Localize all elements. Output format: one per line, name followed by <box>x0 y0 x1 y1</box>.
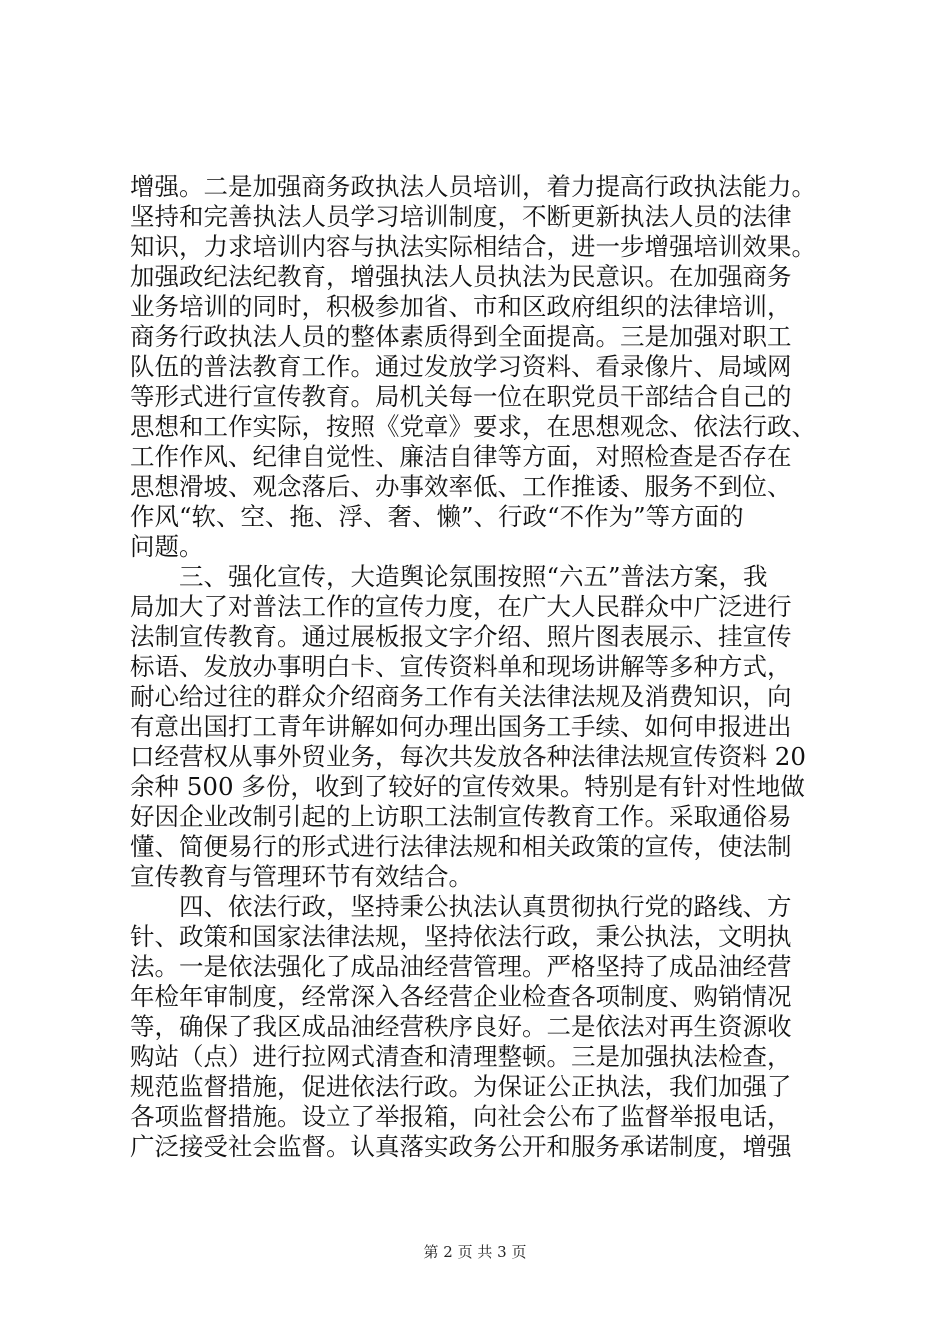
text-line: 标语、发放办事明白卡、宣传资料单和现场讲解等多种方式， <box>130 652 792 681</box>
text-line: 法制宣传教育。通过展板报文字介绍、照片图表展示、挂宣传 <box>130 622 792 651</box>
page-footer: 第 2 页 共 3 页 <box>423 1243 527 1261</box>
text-line: 余种 500 多份，收到了较好的宣传效果。特别是有针对性地做 <box>130 772 805 801</box>
text-line: 等形式进行宣传教育。局机关每一位在职党员干部结合自己的 <box>130 382 792 411</box>
text-line: 思想滑坡、观念落后、办事效率低、工作推诿、服务不到位、 <box>130 472 792 501</box>
text-line: 商务行政执法人员的整体素质得到全面提高。三是加强对职工 <box>130 322 792 351</box>
text-line: 耐心给过往的群众介绍商务工作有关法律法规及消费知识，向 <box>130 682 792 711</box>
text-line: 思想和工作实际，按照《党章》要求，在思想观念、依法行政、 <box>130 412 816 441</box>
text-line: 懂、简便易行的形式进行法律法规和相关政策的宣传，使法制 <box>130 832 792 861</box>
text-line: 购站（点）进行拉网式清查和清理整顿。三是加强执法检查， <box>130 1042 792 1071</box>
text-line: 业务培训的同时，积极参加省、市和区政府组织的法律培训， <box>130 292 792 321</box>
text-line: 宣传教育与管理环节有效结合。 <box>130 862 473 891</box>
text-line: 法。一是依法强化了成品油经营管理。严格坚持了成品油经营 <box>130 952 792 981</box>
text-line: 广泛接受社会监督。认真落实政务公开和服务承诺制度，增强 <box>130 1132 792 1161</box>
text-line: 加强政纪法纪教育，增强执法人员执法为民意识。在加强商务 <box>130 262 792 291</box>
text-line: 三、强化宣传，大造舆论氛围按照“六五”普法方案，我 <box>179 562 768 591</box>
text-line: 等，确保了我区成品油经营秩序良好。二是依法对再生资源收 <box>130 1012 792 1041</box>
text-line: 规范监督措施，促进依法行政。为保证公正执法，我们加强了 <box>130 1072 792 1101</box>
text-line: 针、政策和国家法律法规，坚持依法行政，秉公执法，文明执 <box>130 922 792 951</box>
text-line: 队伍的普法教育工作。通过发放学习资料、看录像片、局域网 <box>130 352 792 381</box>
text-line: 口经营权从事外贸业务，每次共发放各种法律法规宣传资料 20 <box>130 742 806 771</box>
text-line: 问题。 <box>130 532 204 561</box>
text-line: 增强。二是加强商务政执法人员培训，着力提高行政执法能力。 <box>130 172 816 201</box>
text-line: 四、依法行政，坚持秉公执法认真贯彻执行党的路线、方 <box>179 892 792 921</box>
text-line: 坚持和完善执法人员学习培训制度，不断更新执法人员的法律 <box>130 202 792 231</box>
text-line: 工作作风、纪律自觉性、廉洁自律等方面，对照检查是否存在 <box>130 442 792 471</box>
text-line: 各项监督措施。设立了举报箱，向社会公布了监督举报电话， <box>130 1102 792 1131</box>
text-line: 有意出国打工青年讲解如何办理出国务工手续、如何申报进出 <box>130 712 792 741</box>
text-line: 年检年审制度，经常深入各经营企业检查各项制度、购销情况 <box>130 982 792 1011</box>
text-line: 好因企业改制引起的上访职工法制宣传教育工作。采取通俗易 <box>130 802 792 831</box>
text-line: 局加大了对普法工作的宣传力度，在广大人民群众中广泛进行 <box>130 592 792 621</box>
document-body <box>130 172 830 1162</box>
text-line: 知识，力求培训内容与执法实际相结合，进一步增强培训效果。 <box>130 232 816 261</box>
text-line: 作风“软、空、拖、浮、奢、懒”、行政“不作为”等方面的 <box>130 502 744 531</box>
